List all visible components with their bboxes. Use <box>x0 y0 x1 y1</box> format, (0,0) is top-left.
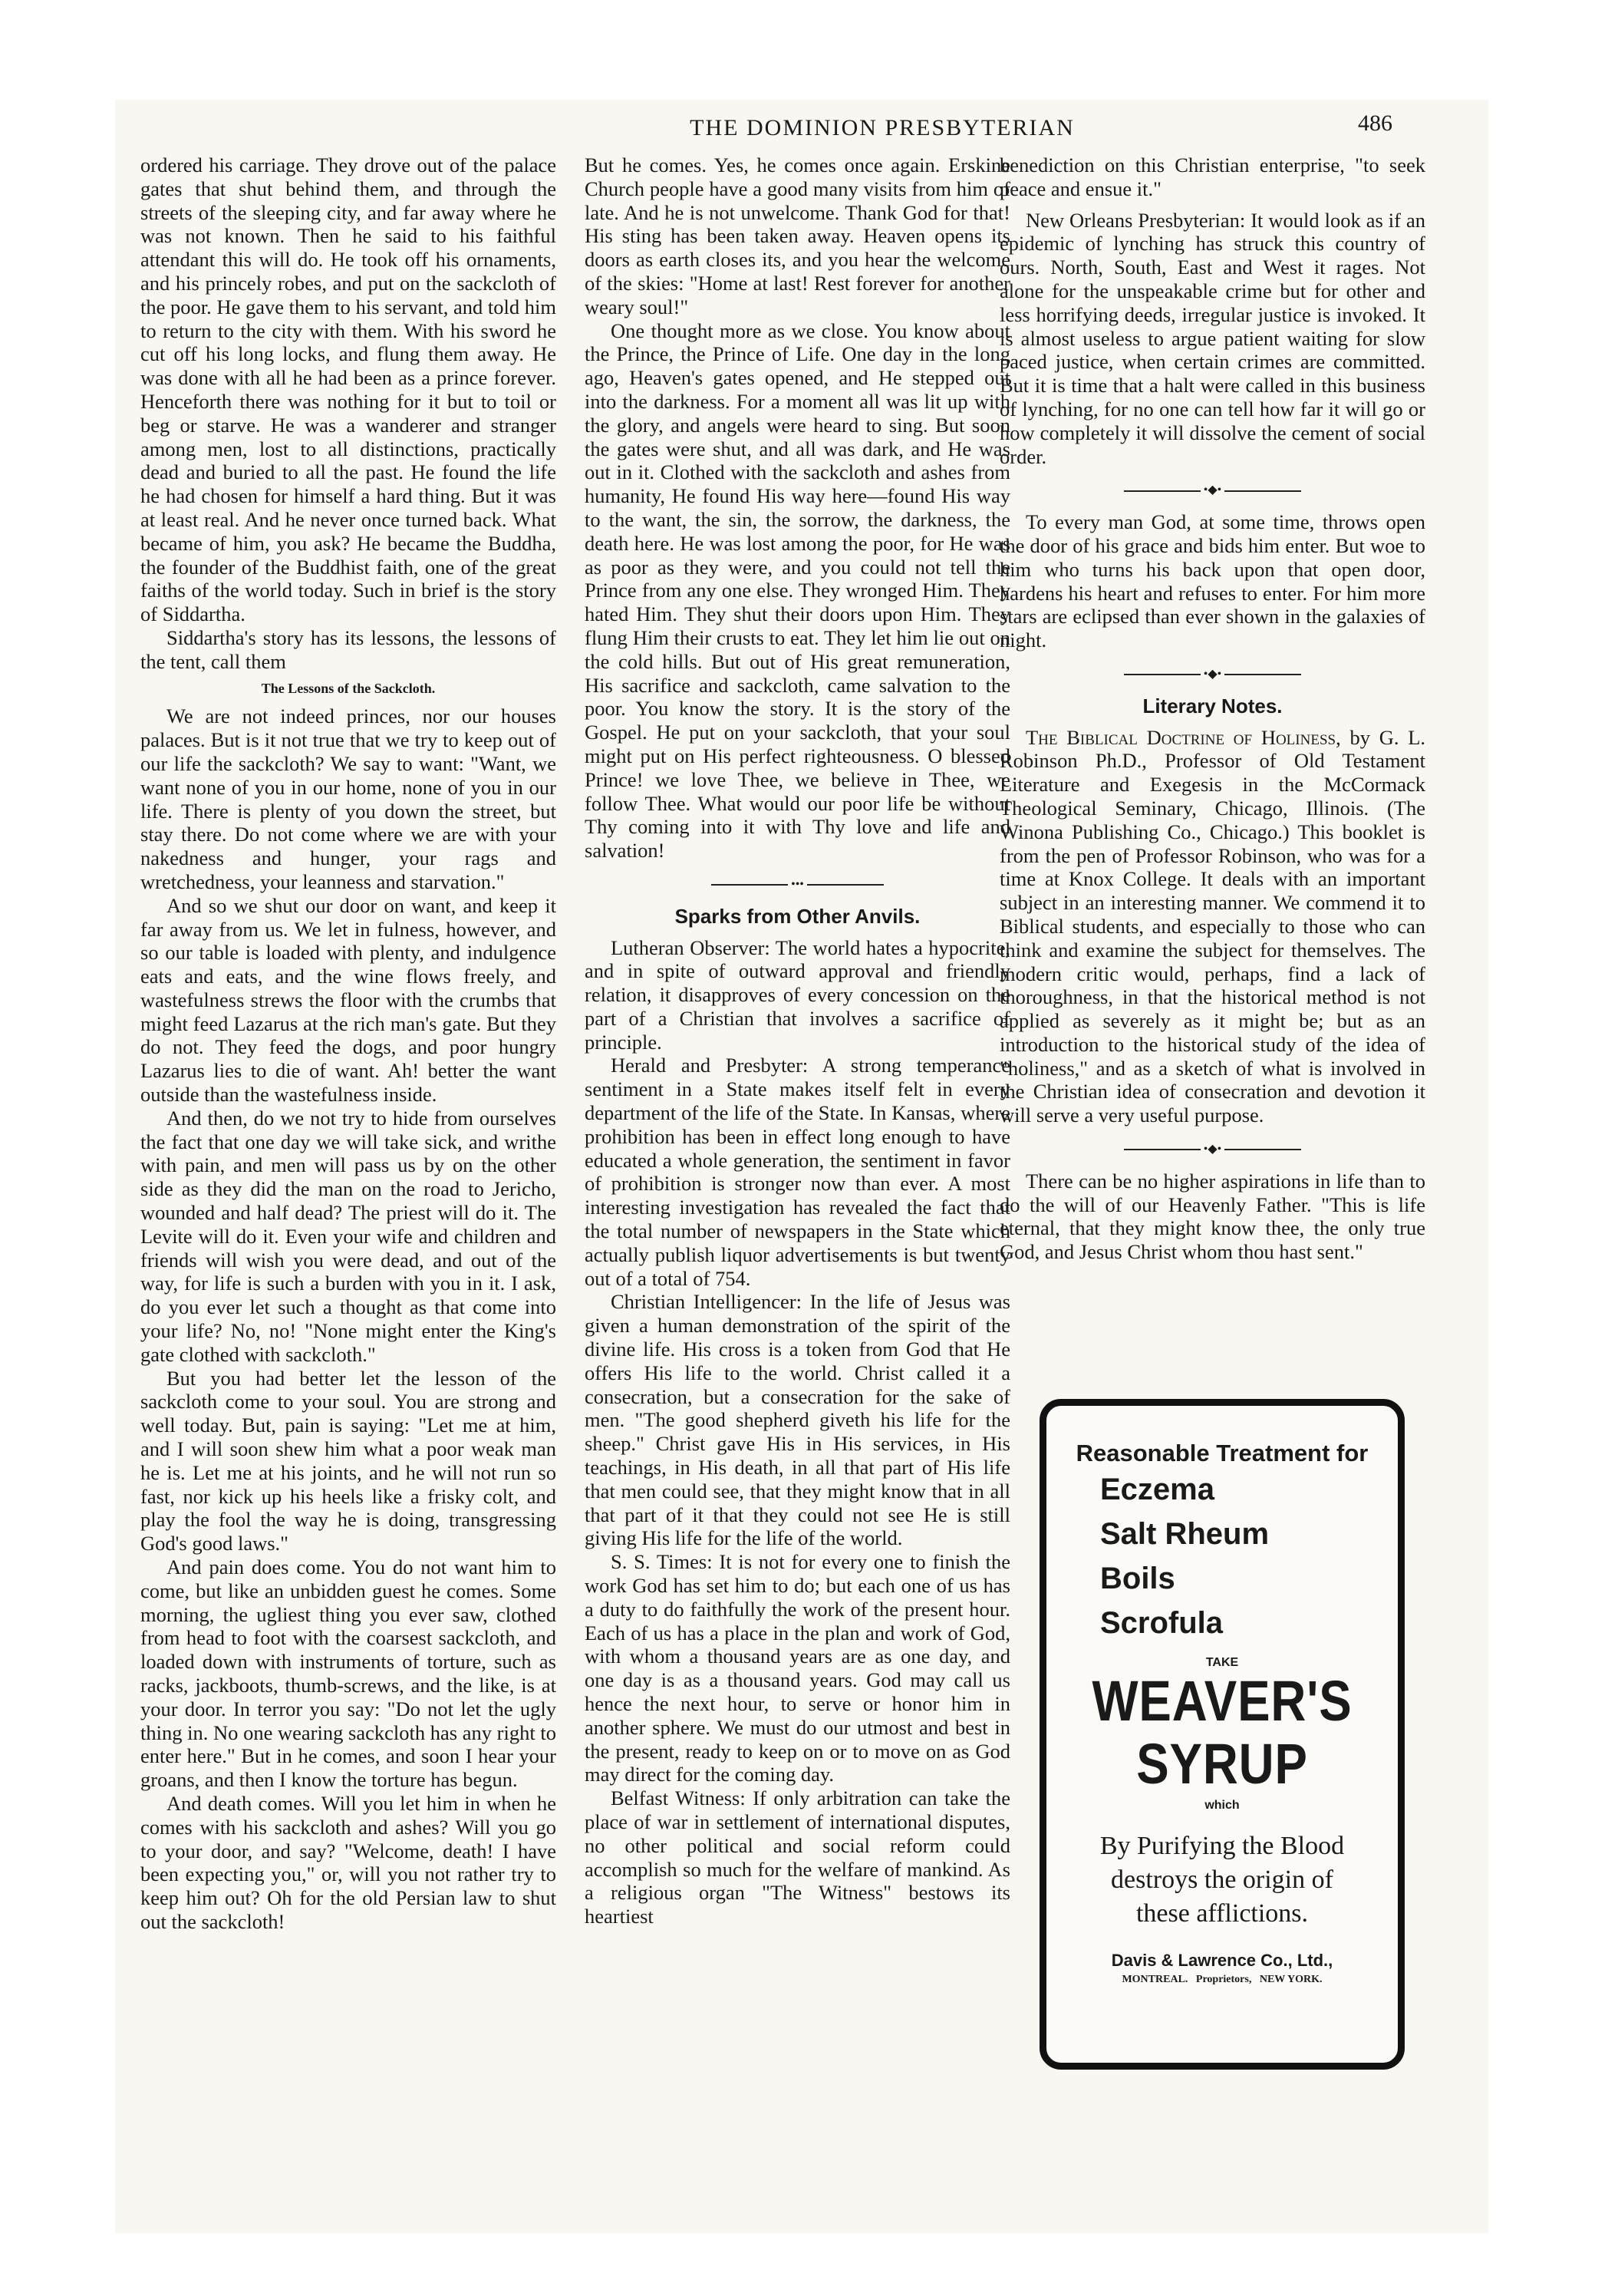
page-header: THE DOMINION PRESBYTERIAN <box>690 115 1075 140</box>
paragraph: And pain does come. You do not want him to come, but like an unbidden guest he comes. Some morning, the ugliest thing you ever saw, clothed from head to foot with the coarsest sackcloth, and loaded down with instruments of torture, such as racks, jackboots, thumb-screws, and the like, is at your door. In terror you say: "Do not let the ugly thing in. No one wearing sackcloth has any right to enter here." But in he comes, and soon I hear your groans, and then I know the torture has begun. <box>140 1555 556 1792</box>
subheading: The Lessons of the Sackcloth. <box>261 680 436 696</box>
paragraph: There can be no higher aspirations in life than to do the will of our Heavenly Father. "This is life eternal, that they might know thee, the only true God, and Jesus Christ whom thou hast sent." <box>1000 1169 1425 1264</box>
ad-ailment: Boils <box>1100 1562 1175 1595</box>
ad-headline: Reasonable Treatment for <box>1076 1440 1369 1466</box>
ad-maker: Davis & Lawrence Co., Ltd., <box>1111 1951 1333 1970</box>
paragraph: Siddartha's story has its lessons, the lessons of the tent, call them <box>140 625 556 673</box>
column-middle <box>585 153 1010 1928</box>
paragraph: We are not indeed princes, nor our houses palaces. But is it not true that we try to keep out of our life the sackcloth? We say to want: "Want, we want none of you in our home, none of you in our life. There is plenty of you down the street, but stay there. Do not come where we are with your nakedness and hunger, your rags and wretchedness, your leanness and starvation." <box>140 704 556 893</box>
book-title: The Biblical Doctrine of Holiness, <box>1026 725 1341 749</box>
ad-cities <box>1046 1974 1398 1986</box>
ad-brand-name: WEAVER'S <box>1092 1669 1353 1733</box>
separator-rule: •◆• <box>1000 663 1425 687</box>
paragraph: And so we shut our door on want, and keep it far away from us. We let in fulness, however, and so our table is loaded with plenty, and indulgence eats and eats, and the wine flows freely, and wastefulness strews the floor with the crumbs that might feed Lazarus at the rich man's gate. But they do not. They feed the dogs, and poor hungry Lazarus lies to die of want. Ah! better the want outside than the wastefulness inside. <box>140 893 556 1107</box>
column-right <box>1000 153 1425 1264</box>
paragraph: S. S. Times: It is not for every one to finish the work God has set him to do; but each one of us has a duty to do faithfully the work of the present hour. Each of us has a place in the plan and work of God, with whom a thousand years are as one day, and one day is as a thousand years. God may call us hence the next hour, to serve or honor him in another sphere. We must do our utmost and best in the present, ready to keep on or to move on as God may direct for the coming day. <box>585 1550 1010 1786</box>
ad-city-montreal: MONTREAL. <box>1122 1974 1188 1985</box>
paragraph <box>1000 726 1425 1128</box>
paragraph: New Orleans Presbyterian: It would look as if an epidemic of lynching has struck this country of ours. North, South, East and West it rages. Not alone for the unspeakable crime but for other and less horrifying deeds, irregular justice is invoked. It is almost useless to argue patient waiting for slow paced justice, when certain crimes are committed. But it is time that a halt were called in this business of lynching, for no one can tell how far it will go or how completely it will dissolve the cement of social order. <box>1000 208 1425 468</box>
ad-city-newyork: NEW YORK. <box>1259 1974 1323 1985</box>
paragraph: To every man God, at some time, throws open the door of his grace and bids him enter. But woe to him who turns his back upon that open door, hardens his heart and refuses to enter. For him more stars are eclipsed than ever shown in the galaxies of night. <box>1000 510 1425 652</box>
separator-rule: ••• <box>585 873 1010 897</box>
paragraph: Herald and Presbyter: A strong temperance sentiment in a State makes itself felt in every department of the life of the State. In Kansas, where prohibition has been in effect long enough to have educated a whole generation, the sentiment in favor of prohibition is stronger now than ever. A most interesting investigation has revealed the fact that the total number of newspapers in the State which actually publish liquor advertisements is but twenty out of a total of 754. <box>585 1054 1010 1290</box>
ad-brand-product: SYRUP <box>1136 1732 1308 1796</box>
ad-ailment: Salt Rheum <box>1100 1517 1270 1551</box>
section-heading: Literary Notes. <box>1142 694 1283 718</box>
paragraph: Lutheran Observer: The world hates a hypocrite, and in spite of outward approval and friendly relation, it disapproves of every concession on the part of a Christian that involves a sacrifice of principle. <box>585 935 1010 1054</box>
paragraph: But he comes. Yes, he comes once again. Erskine Church people have a good many visits from him of late. And he is not unwelcome. Thank God for that! His sting has been taken away. Heaven opens its doors as earth closes its, and you hear the welcome of the skies: "Home at last! Rest forever for another weary soul!" <box>585 153 1010 318</box>
ad-proprietors: Proprietors, <box>1195 1974 1252 1985</box>
separator-rule: •◆• <box>1000 479 1425 503</box>
separator-rule: •◆• <box>1000 1138 1425 1162</box>
paragraph-text: by G. L. Robinson Ph.D., Professor of Old Testament Literature and Exegesis in the McCormack Theological Seminary, Chicago, Illinois. (The Winona Publishing Co., Chicago.) This booklet is from the pen of Professor Robinson, who was for a time at Knox College. It deals with an important subject in an interesting manner. We commend it to Biblical students, and especially to those who can think and examine the subject for themselves. The modern critic would, perhaps, find a lack of thoroughness, in that the historical method is not applied as severely as it might be; but as an introduction to the historical study of the idea of "holiness," and as a sketch of what is involved in the Christian idea of consecration and devotion it will serve a very useful purpose. <box>1000 725 1426 1127</box>
paragraph: And then, do we not try to hide from ourselves the fact that one day we will take sick, and writhe with pain, and men will pass us by on the other side as they did the man on the road to Jericho, wounded and half dead? The priest will do it. The Levite will do it. Even your wife and children and friends will wish you were dead, and out of the way, for life is such a burden with you in it. I ask, do you ever let such a thought as that come into your life? No, no! "None might enter the King's gate clothed with sackcloth." <box>140 1106 556 1366</box>
paragraph: Belfast Witness: If only arbitration can take the place of war in settlement of international disputes, no other political and social reform could accomplish so much for the welfare of mankind. As a religious organ "The Witness" bestows its heartiest <box>585 1786 1010 1928</box>
ad-description: By Purifying the Blood destroys the origin of these afflictions. <box>1099 1832 1345 1928</box>
ad-which-label: which <box>1204 1799 1240 1812</box>
ad-ailment: Eczema <box>1100 1473 1214 1506</box>
ad-take-label: TAKE <box>1205 1656 1239 1669</box>
paragraph: But you had better let the lesson of the sackcloth come to your soul. You are strong and well today. But, pain is saying: "Let me at him, and I will soon shew him what a poor weak man he is. Let me at his joints, and he will not run so fast, nor kick up his heels like a frisky colt, and play the fool the way he is doing, transgressing God's good laws." <box>140 1366 556 1555</box>
column-left <box>140 153 556 1934</box>
page-number: 486 <box>1358 111 1392 136</box>
weavers-syrup-advertisement <box>1040 1399 1405 2070</box>
paragraph: And death comes. Will you let him in when he comes with his sackcloth and ashes? Will you go to your door, and say? "Welcome, death! I have been expecting you," or, will you not rather try to keep him out? Oh for the old Persian law to shut out the sackcloth! <box>140 1791 556 1933</box>
paragraph: ordered his carriage. They drove out of the palace gates that shut behind them, and through the streets of the sleeping city, and far away where he was not known. Then he said to his faithful attendant this will do. He took off his ornaments, and his princely robes, and put on the sackcloth of the poor. He gave them to his servant, and told him to return to the city with them. With his sword he cut off his long locks, and flung them away. He was done with all he had been as a prince forever. Henceforth there was nothing for it but to toil or beg or starve. He was a wanderer and stranger among men, lost to all distinctions, practically dead and buried to all the past. He found the life he had chosen for himself a hard thing. But it was at least real. And he never once turned back. What became of him, you ask? He became the Buddha, the founder of the Buddhist faith, one of the great faiths of the world today. Such in brief is the story of Siddartha. <box>140 153 556 626</box>
paragraph: One thought more as we close. You know about the Prince, the Prince of Life. One day in the long ago, Heaven's gates opened, and He stepped out into the darkness. For a moment all was lit up with the glory, and angels were heard to sing. But soon the gates were shut, and all was dark, and He was out in it. Clothed with the sackcloth and ashes from humanity, He found His way here—found His way to the want, the sin, the sorrow, the darkness, the death here. He was lost among the poor, for He was as poor as they were, and you could not tell the Prince from any one else. They wronged Him. They hated Him. They shut their doors upon Him. They flung Him their crusts to eat. They let him lie out on the cold hills. But out of His great remuneration, His sacrifice and sackcloth, came salvation to the poor. You know the story. It is the story of the Gospel. He put on your sackcloth, that your soul might put on His perfect righteousness. O blessed Prince! we love Thee, we believe in Thee, we follow Thee. What would our poor life be without Thy coming into it with Thy love and life and salvation! <box>585 318 1010 863</box>
paragraph: Christian Intelligencer: In the life of Jesus was given a human demonstration of the spirit of the divine life. His cross is a token from God that He offers His life to the world. Christ called it a consecration, but a consecration for the sake of men. "The good shepherd giveth his life for the sheep." Christ gave His in His services, in His teachings, in His death, in all that part of His life that men could see, that they might know that in all that part of it that they could not see He is still giving His life for the life of the world. <box>585 1290 1010 1550</box>
paragraph: benediction on this Christian enterprise, "to seek peace and ensue it." <box>1000 153 1425 200</box>
ad-ailment: Scrofula <box>1100 1606 1224 1640</box>
section-heading: Sparks from Other Anvils. <box>674 904 921 928</box>
